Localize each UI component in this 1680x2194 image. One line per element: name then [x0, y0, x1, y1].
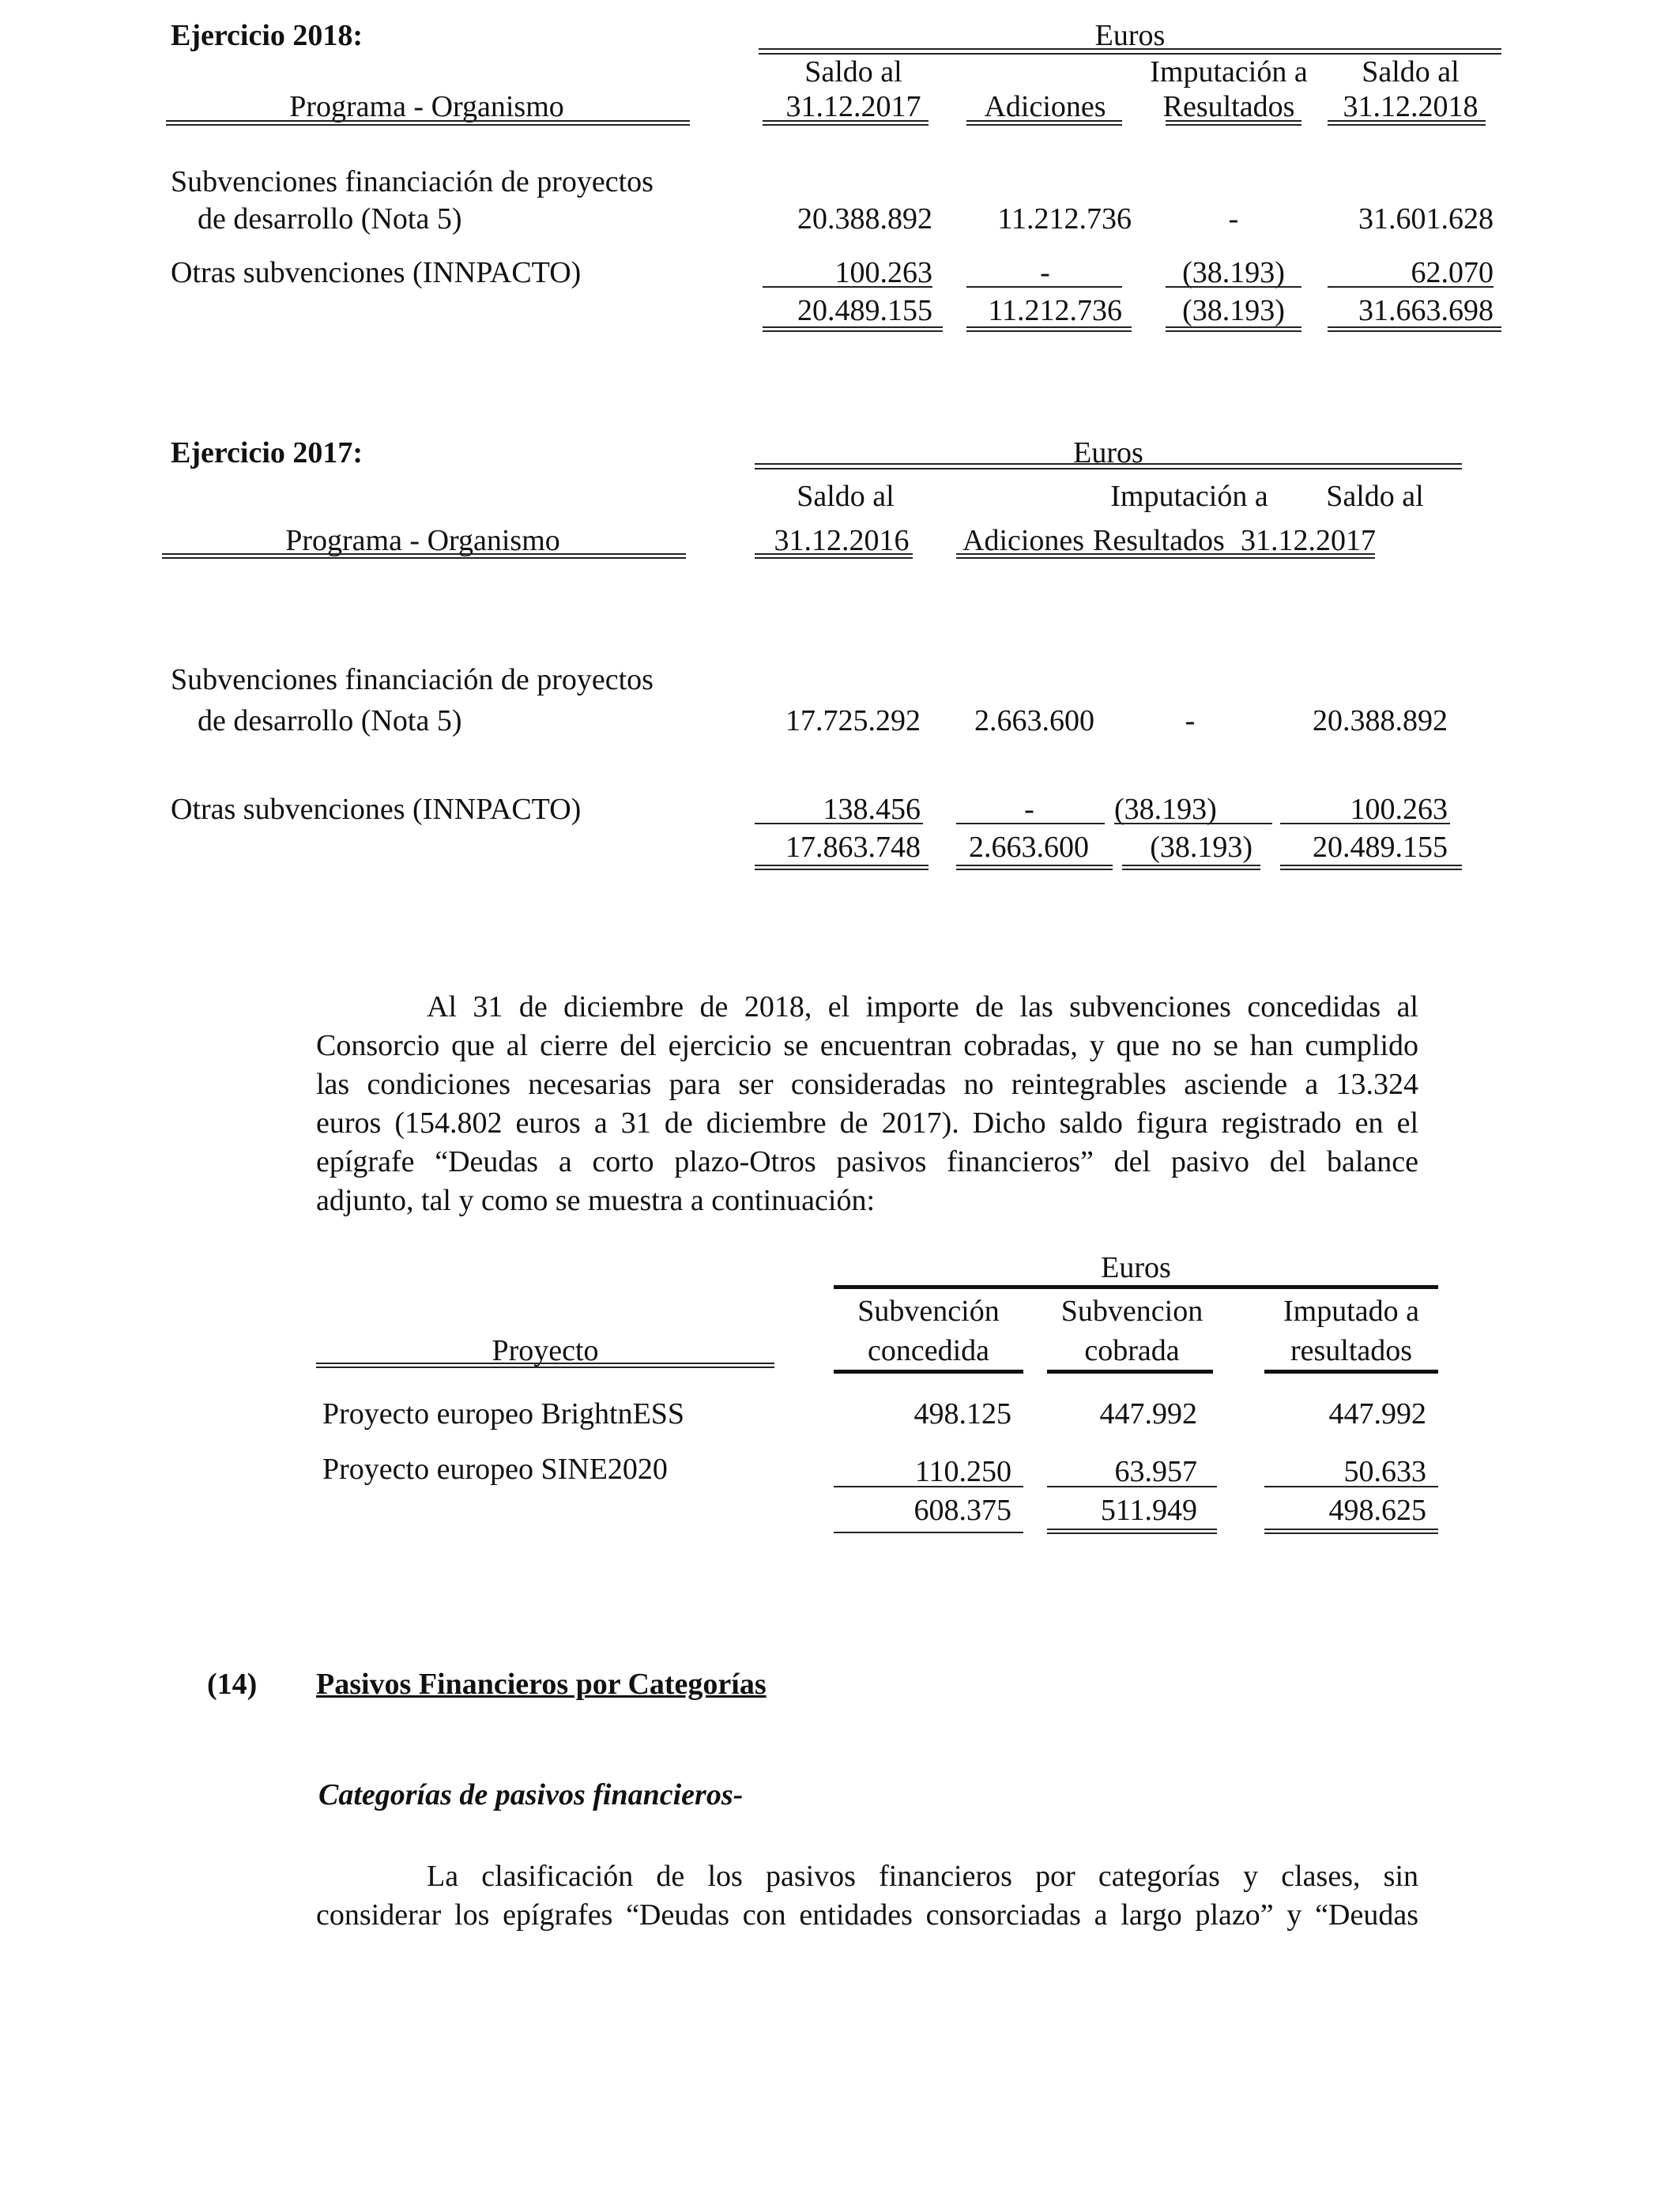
total-value: 498.625: [1328, 1494, 1426, 1527]
cell-value: 50.633: [1343, 1455, 1426, 1488]
cell-value: 138.456: [823, 793, 921, 826]
total-value: 17.863.748: [785, 831, 921, 864]
total-value: 31.663.698: [1358, 294, 1494, 327]
rule: [755, 463, 1462, 465]
rule: [759, 48, 1501, 50]
col-header: 31.12.2018: [1343, 90, 1478, 123]
table-title: Ejercicio 2017:: [171, 436, 363, 469]
col-header: concedida: [867, 1334, 990, 1367]
rule: [966, 286, 1122, 288]
rule: [763, 286, 932, 288]
cell-value: -: [1040, 256, 1050, 289]
section-number: (14): [207, 1668, 258, 1701]
cell-value: -: [1024, 793, 1034, 826]
rule: [316, 1363, 774, 1368]
col-header: Resultados: [1093, 524, 1225, 557]
cell-value: -: [1228, 202, 1239, 236]
paragraph-line: La clasificación de los pasivos financieros por categorías y clases, sin: [427, 1860, 1418, 1893]
rule: [956, 823, 1105, 824]
total-value: 11.212.736: [988, 294, 1122, 327]
rule: [1114, 823, 1272, 824]
rule: [1280, 823, 1450, 824]
col-header: Saldo al: [804, 55, 902, 89]
rule: [966, 326, 1132, 332]
rule: [1166, 120, 1301, 126]
paragraph-line: Al 31 de diciembre de 2018, el importe de las subvenciones concedidas al: [427, 990, 1418, 1023]
row-label: Otras subvenciones (INNPACTO): [171, 256, 582, 289]
rule: [755, 823, 923, 824]
rule: [956, 865, 1113, 870]
paragraph-line: adjunto, tal y como se muestra a continuación:: [316, 1184, 876, 1217]
euros-header: Euros: [1073, 436, 1143, 469]
cell-value: 20.388.892: [1313, 704, 1448, 737]
row-label: de desarrollo (Nota 5): [198, 704, 462, 737]
euros-header: Euros: [1101, 1251, 1171, 1284]
cell-value: 20.388.892: [797, 202, 932, 236]
rule: [763, 120, 929, 126]
col-header: Imputación a: [1110, 480, 1268, 513]
col-header: Saldo al: [1362, 55, 1460, 89]
paragraph-line: epígrafe “Deudas a corto plazo-Otros pasivos financieros” del pasivo del balance: [316, 1145, 1418, 1178]
col-header: cobrada: [1084, 1334, 1180, 1367]
col-header: Imputación a: [1150, 55, 1308, 89]
body-paragraph: [316, 988, 1418, 1220]
col-header: Imputado a: [1283, 1295, 1419, 1328]
rule: [759, 53, 1501, 55]
paragraph-line: las condiciones necesarias para ser consideradas no reintegrables asciende a 13.324: [316, 1068, 1418, 1101]
total-value: 608.375: [913, 1494, 1011, 1527]
cell-value: 11.212.736: [997, 202, 1132, 236]
cell-value: 100.263: [834, 256, 932, 289]
col-header: 31.12.2017: [785, 90, 921, 123]
col-header: Saldo al: [797, 480, 895, 513]
col-header: Adiciones: [962, 524, 1085, 557]
col-header: resultados: [1290, 1334, 1413, 1367]
cell-value: -: [1185, 704, 1196, 737]
row-label: Otras subvenciones (INNPACTO): [171, 793, 582, 826]
rule: [1280, 865, 1462, 870]
rule: [1264, 1486, 1438, 1487]
cell-value: 2.663.600: [974, 704, 1094, 737]
cell-value: 447.992: [1328, 1397, 1426, 1431]
total-value: (38.193): [1150, 831, 1252, 864]
col-header: 31.12.2016: [774, 524, 910, 557]
euros-header: Euros: [1094, 19, 1166, 52]
col-header-project: Proyecto: [492, 1334, 599, 1367]
cell-value: 498.125: [913, 1397, 1011, 1431]
cell-value: 110.250: [914, 1455, 1011, 1488]
rule: [834, 1532, 1023, 1533]
col-header-program: Programa - Organismo: [285, 524, 560, 557]
rule: [1047, 1486, 1217, 1487]
paragraph-line: euros (154.802 euros a 31 de diciembre de 2017). Dicho saldo figura registrado en el: [316, 1106, 1418, 1140]
rule: [755, 468, 1462, 469]
rule: [162, 553, 686, 559]
rule: [763, 326, 943, 332]
rule: [1047, 1370, 1213, 1374]
rule: [834, 1370, 1023, 1374]
cell-value: 31.601.628: [1358, 202, 1494, 236]
row-label: Subvenciones financiación de proyectos: [171, 165, 654, 198]
col-header: Resultados: [1162, 90, 1295, 123]
cell-value: 63.957: [1114, 1455, 1197, 1488]
table-title: Ejercicio 2018:: [171, 19, 363, 52]
rule: [1264, 1370, 1438, 1374]
total-value: 20.489.155: [797, 294, 932, 327]
section-title: Pasivos Financieros por Categorías: [316, 1668, 767, 1701]
paragraph-line: considerar los epígrafes “Deudas con entidades consorciadas a largo plazo” y “Deudas: [316, 1898, 1418, 1932]
col-header: 31.12.2017: [1241, 524, 1376, 557]
total-value: 2.663.600: [969, 831, 1089, 864]
cell-value: 447.992: [1099, 1397, 1197, 1431]
total-value: 20.489.155: [1313, 831, 1448, 864]
total-value: 511.949: [1100, 1494, 1197, 1527]
rule: [1328, 326, 1501, 332]
row-label: Proyecto europeo SINE2020: [322, 1453, 668, 1486]
row-label: Proyecto europeo BrightnESS: [322, 1397, 685, 1431]
rule: [1047, 1529, 1217, 1534]
col-header: Saldo al: [1326, 480, 1424, 513]
total-value: (38.193): [1182, 294, 1285, 327]
cell-value: 62.070: [1411, 256, 1494, 289]
rule: [755, 865, 929, 870]
rule: [166, 120, 690, 126]
rule: [956, 553, 1375, 559]
rule: [1328, 286, 1494, 288]
rule: [1122, 865, 1260, 870]
col-header-program: Programa - Organismo: [289, 90, 564, 123]
rule: [1328, 120, 1486, 126]
paragraph-line: Consorcio que al cierre del ejercicio se encuentran cobradas, y que no se han cumplido: [316, 1029, 1418, 1062]
rule: [966, 120, 1122, 126]
rule: [1166, 286, 1301, 288]
section-subtitle: Categorías de pasivos financieros-: [318, 1778, 744, 1811]
cell-value: 100.263: [1350, 793, 1448, 826]
row-label: Subvenciones financiación de proyectos: [171, 663, 654, 696]
cell-value: 17.725.292: [785, 704, 921, 737]
rule: [1166, 326, 1301, 332]
rule: [1264, 1529, 1438, 1534]
col-header: Adiciones: [984, 90, 1106, 123]
row-label: de desarrollo (Nota 5): [198, 202, 462, 236]
rule: [834, 1285, 1438, 1289]
rule: [755, 553, 913, 559]
cell-value: (38.193): [1114, 793, 1217, 826]
col-header: Subvención: [857, 1295, 1000, 1328]
col-header: Subvencion: [1060, 1295, 1203, 1328]
cell-value: (38.193): [1182, 256, 1285, 289]
rule: [834, 1486, 1023, 1487]
body-paragraph: [316, 1857, 1418, 1935]
